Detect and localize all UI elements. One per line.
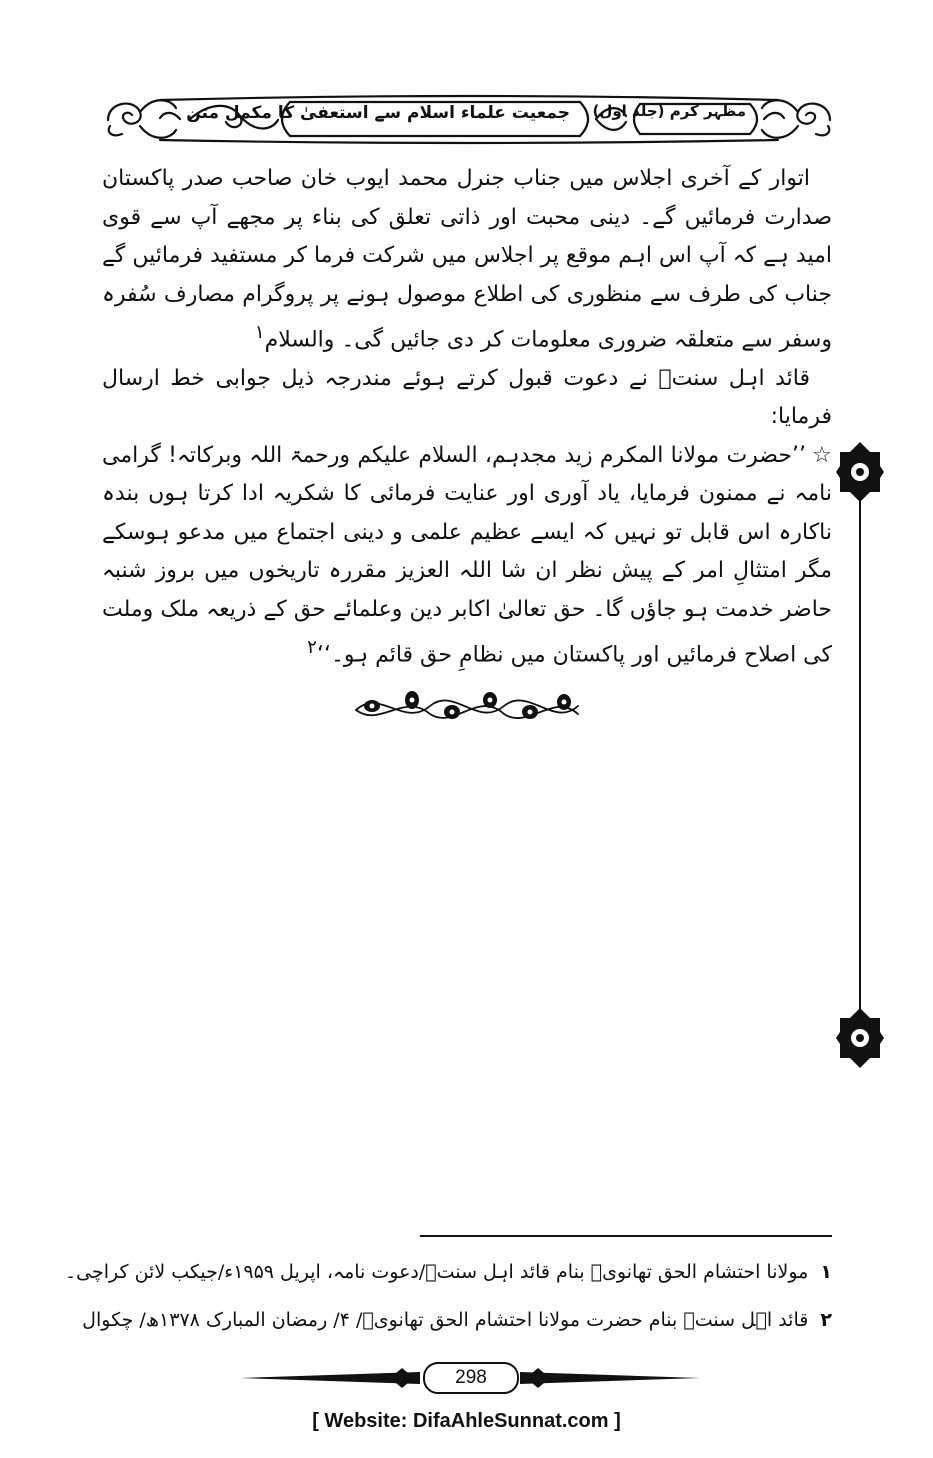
footnote-text: مولانا احتشام الحق تھانویؒ بنام قائد اہل سنتؒ/دعوت نامہ، اپریل ۱۹۵۹ء/جیکب لائن کراچی۔ — [65, 1261, 809, 1283]
footnote-divider — [420, 1235, 832, 1237]
paragraph-text: اتوار کے آخری اجلاس میں جناب جنرل محمد ایوب خان صاحب صدر پاکستان صدارت فرمائیں گے۔ دینی محبت اور ذاتی تعلق کی بناء پر مجھے آپ سے قوی امید ہے کہ آپ اس اہم موقع پر اجلاس میں شرکت فرما کر مستفید فرمائیں گے جناب کی طرف سے منظوری کی اطلاع موصول ہونے پر پروگرام مصارف سُفرہ وسفر سے متعلقہ ضروری معلومات کر دی جائیں گی۔ والسلام — [102, 166, 832, 353]
side-rail-ornament — [834, 440, 886, 1070]
star-icon: ☆ — [811, 442, 832, 468]
footnote-item — [82, 1300, 832, 1348]
footnote-item — [65, 1252, 832, 1300]
footnotes — [65, 1252, 832, 1348]
footnote-text: قائد اہل سنتؒ بنام حضرت مولانا احتشام الحق تھانویؒ/ ۴/ رمضان المبارک ۱۳۷۸ھ/ چکوال — [82, 1309, 809, 1331]
footnote-number: ۲ — [820, 1309, 832, 1331]
main-text — [102, 160, 832, 675]
page-number-bar — [240, 1358, 700, 1398]
footnote-number: ۱ — [820, 1261, 832, 1283]
paragraph-letter — [102, 437, 832, 675]
floral-medallion-icon — [836, 442, 884, 502]
page-number: 298 — [423, 1362, 519, 1394]
paragraph-text: قائد اہل سنتؒ نے دعوت قبول کرتے ہوئے مندرجہ ذیل جوابی خط ارسال فرمایا: — [102, 365, 832, 430]
floral-vine-ornament-icon — [350, 684, 584, 730]
paragraph-invitation — [102, 160, 832, 360]
chapter-title: جمعیت علماء اسلام سے استعفیٰ کا مکمل متن — [186, 103, 570, 123]
floral-medallion-icon — [836, 1008, 884, 1068]
book-title: مظہر کرم (جلد اول) — [592, 102, 746, 120]
website-footer: [ Website: DifaAhleSunnat.com ] — [312, 1410, 621, 1432]
paragraph-intro — [102, 360, 832, 437]
footnote-ref: ۲ — [307, 637, 317, 659]
page-header — [100, 88, 838, 150]
paragraph-text: ’’حضرت مولانا المکرم زید مجدہم، السلام علیکم ورحمۃ اللہ وبرکاتہ! گرامی نامہ نے ممنون فرمایا، یاد آوری اور عنایت فرمائی کا شکریہ ادا کرتا ہوں بندہ ناکارہ اس قابل تو نہیں کہ ایسے عظیم علمی و دینی اجتماع میں مدعو ہوسکے مگر امتثالِ امر کے پیش نظر ان شا اللہ العزیز مقررہ تاریخوں میں بروز شنبہ حاضر خدمت ہو جاؤں گا۔ حق تعالیٰ اکابر دین وعلمائے حق کے ذریعہ ملک وملت کی اصلاح فرمائیں اور پاکستان میں نظامِ حق قائم ہو۔‘‘ — [102, 442, 832, 668]
footnote-ref: ۱ — [254, 322, 265, 343]
